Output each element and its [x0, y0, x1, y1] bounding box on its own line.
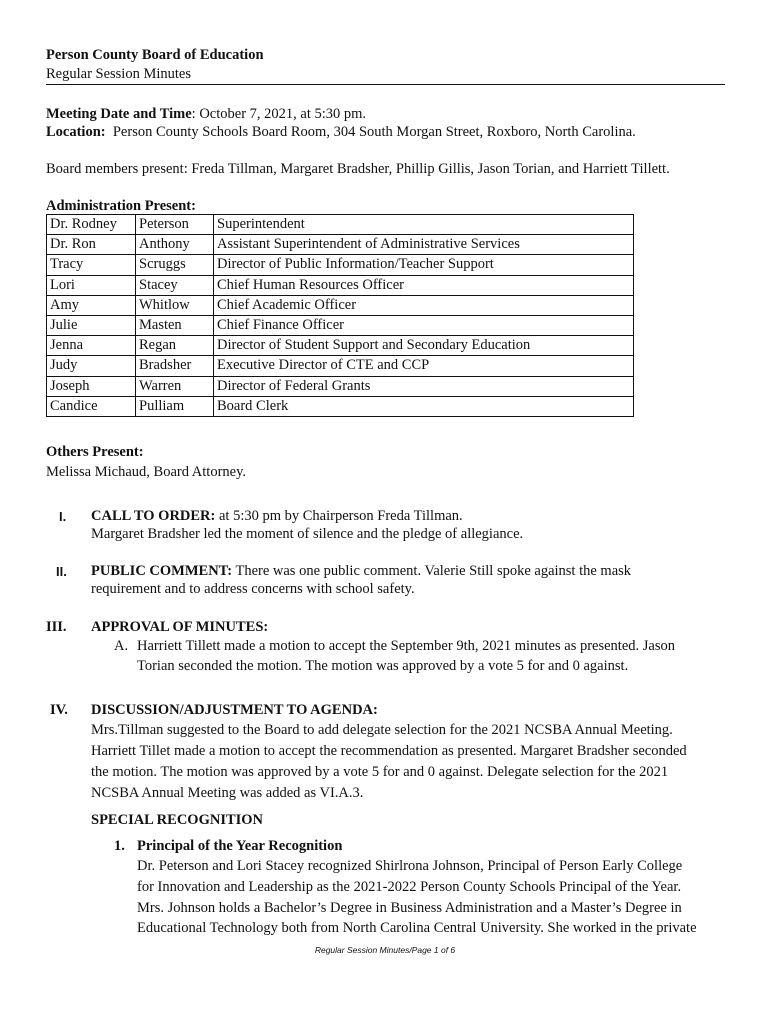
- special-recognition-heading: SPECIAL RECOGNITION: [91, 812, 264, 828]
- first-name-cell: Candice: [47, 396, 136, 416]
- last-name-cell: Regan: [136, 336, 214, 356]
- recognition-line3: Mrs. Johnson holds a Bachelor’s Degree in Business Administration and a Master’s Degree in: [137, 900, 682, 916]
- last-name-cell: Whitlow: [136, 295, 214, 315]
- section-3-item-line2: Torian seconded the motion. The motion was approved by a vote 5 for and 0 against.: [137, 658, 629, 674]
- last-name-cell: Anthony: [136, 235, 214, 255]
- title-cell: Board Clerk: [214, 396, 634, 416]
- others-heading: Others Present:: [46, 444, 144, 460]
- section-1-number: I.: [59, 509, 67, 524]
- section-2-title: PUBLIC COMMENT:: [91, 563, 233, 579]
- meeting-location-line: [46, 122, 636, 142]
- admin-row: [47, 275, 634, 295]
- first-name-cell: Dr. Rodney: [47, 215, 136, 235]
- admin-row: [47, 356, 634, 376]
- recognition-line1: Dr. Peterson and Lori Stacey recognized Shirlrona Johnson, Principal of Person Early College: [137, 858, 683, 874]
- section-1-text: at 5:30 pm by Chairperson Freda Tillman.: [215, 508, 463, 524]
- meeting-location-label: Location:: [46, 124, 106, 140]
- recognition-item-label: 1.: [114, 838, 125, 854]
- section-4-line2: Harriett Tillet made a motion to accept the recommendation as presented. Margaret Bradsher seconded: [91, 743, 687, 759]
- document-subtitle: Regular Session Minutes: [46, 66, 191, 82]
- first-name-cell: Tracy: [47, 255, 136, 275]
- first-name-cell: Amy: [47, 295, 136, 315]
- header-divider: [46, 84, 725, 85]
- title-cell: Director of Public Information/Teacher Support: [214, 255, 634, 275]
- admin-row: [47, 315, 634, 335]
- section-4-line3: the motion. The motion was approved by a vote 5 for and 0 against. Delegate selection for the 2021: [91, 764, 669, 780]
- admin-row: [47, 396, 634, 416]
- last-name-cell: Pulliam: [136, 396, 214, 416]
- document-title: Person County Board of Education: [46, 47, 264, 63]
- board-members-present: Board members present: Freda Tillman, Margaret Bradsher, Phillip Gillis, Jason Torian, and Harriett Tillett.: [46, 161, 670, 177]
- first-name-cell: Jenna: [47, 336, 136, 356]
- last-name-cell: Masten: [136, 315, 214, 335]
- title-cell: Director of Student Support and Secondary Education: [214, 336, 634, 356]
- section-4-line1: Mrs.Tillman suggested to the Board to add delegate selection for the 2021 NCSBA Annual Meeting.: [91, 722, 673, 738]
- section-3-number: III.: [46, 619, 67, 635]
- last-name-cell: Warren: [136, 376, 214, 396]
- title-cell: Chief Academic Officer: [214, 295, 634, 315]
- first-name-cell: Joseph: [47, 376, 136, 396]
- first-name-cell: Julie: [47, 315, 136, 335]
- title-cell: Chief Finance Officer: [214, 315, 634, 335]
- section-4-line4: NCSBA Annual Meeting was added as VI.A.3.: [91, 785, 364, 801]
- recognition-line2: for Innovation and Leadership as the 2021-2022 Person County Schools Principal of the Year.: [137, 879, 682, 895]
- title-cell: Assistant Superintendent of Administrative Services: [214, 235, 634, 255]
- last-name-cell: Stacey: [136, 275, 214, 295]
- first-name-cell: Lori: [47, 275, 136, 295]
- others-text: Melissa Michaud, Board Attorney.: [46, 464, 247, 480]
- section-3-item-line1: Harriett Tillett made a motion to accept the September 9th, 2021 minutes as presented. Jason: [137, 638, 675, 654]
- title-cell: Executive Director of CTE and CCP: [214, 356, 634, 376]
- title-cell: Director of Federal Grants: [214, 376, 634, 396]
- last-name-cell: Bradsher: [136, 356, 214, 376]
- title-cell: Chief Human Resources Officer: [214, 275, 634, 295]
- meeting-location-value: Person County Schools Board Room, 304 South Morgan Street, Roxboro, North Carolina.: [105, 124, 636, 140]
- section-1-line1: [91, 506, 463, 526]
- meeting-date-line: [46, 104, 366, 124]
- section-2-line2: requirement and to address concerns with school safety.: [91, 581, 415, 597]
- first-name-cell: Dr. Ron: [47, 235, 136, 255]
- section-1-title: CALL TO ORDER:: [91, 508, 216, 524]
- admin-row: [47, 235, 634, 255]
- administration-heading: Administration Present:: [46, 198, 196, 214]
- admin-row: [47, 336, 634, 356]
- section-1-line2: Margaret Bradsher led the moment of silence and the pledge of allegiance.: [91, 526, 524, 542]
- section-2-text: There was one public comment. Valerie Still spoke against the mask: [232, 563, 632, 579]
- last-name-cell: Peterson: [136, 215, 214, 235]
- title-cell: Superintendent: [214, 215, 634, 235]
- administration-table: [46, 214, 634, 417]
- section-4-title: DISCUSSION/ADJUSTMENT TO AGENDA:: [91, 702, 378, 718]
- recognition-item-title: Principal of the Year Recognition: [137, 838, 343, 854]
- recognition-line4: Educational Technology both from North Carolina Central University. She worked in the private: [137, 920, 697, 936]
- section-3-item-label: A.: [114, 638, 129, 654]
- admin-row: [47, 255, 634, 275]
- section-2-line1: [91, 561, 631, 581]
- meeting-date-value: : October 7, 2021, at 5:30 pm.: [191, 106, 367, 122]
- last-name-cell: Scruggs: [136, 255, 214, 275]
- section-4-number: IV.: [50, 702, 68, 718]
- admin-row: [47, 295, 634, 315]
- page-footer: Regular Session Minutes/Page 1 of 6: [314, 945, 456, 955]
- section-2-number: II.: [56, 564, 67, 579]
- section-3-title: APPROVAL OF MINUTES:: [91, 619, 269, 635]
- admin-row: [47, 376, 634, 396]
- admin-row: [47, 215, 634, 235]
- first-name-cell: Judy: [47, 356, 136, 376]
- meeting-date-label: Meeting Date and Time: [46, 106, 192, 122]
